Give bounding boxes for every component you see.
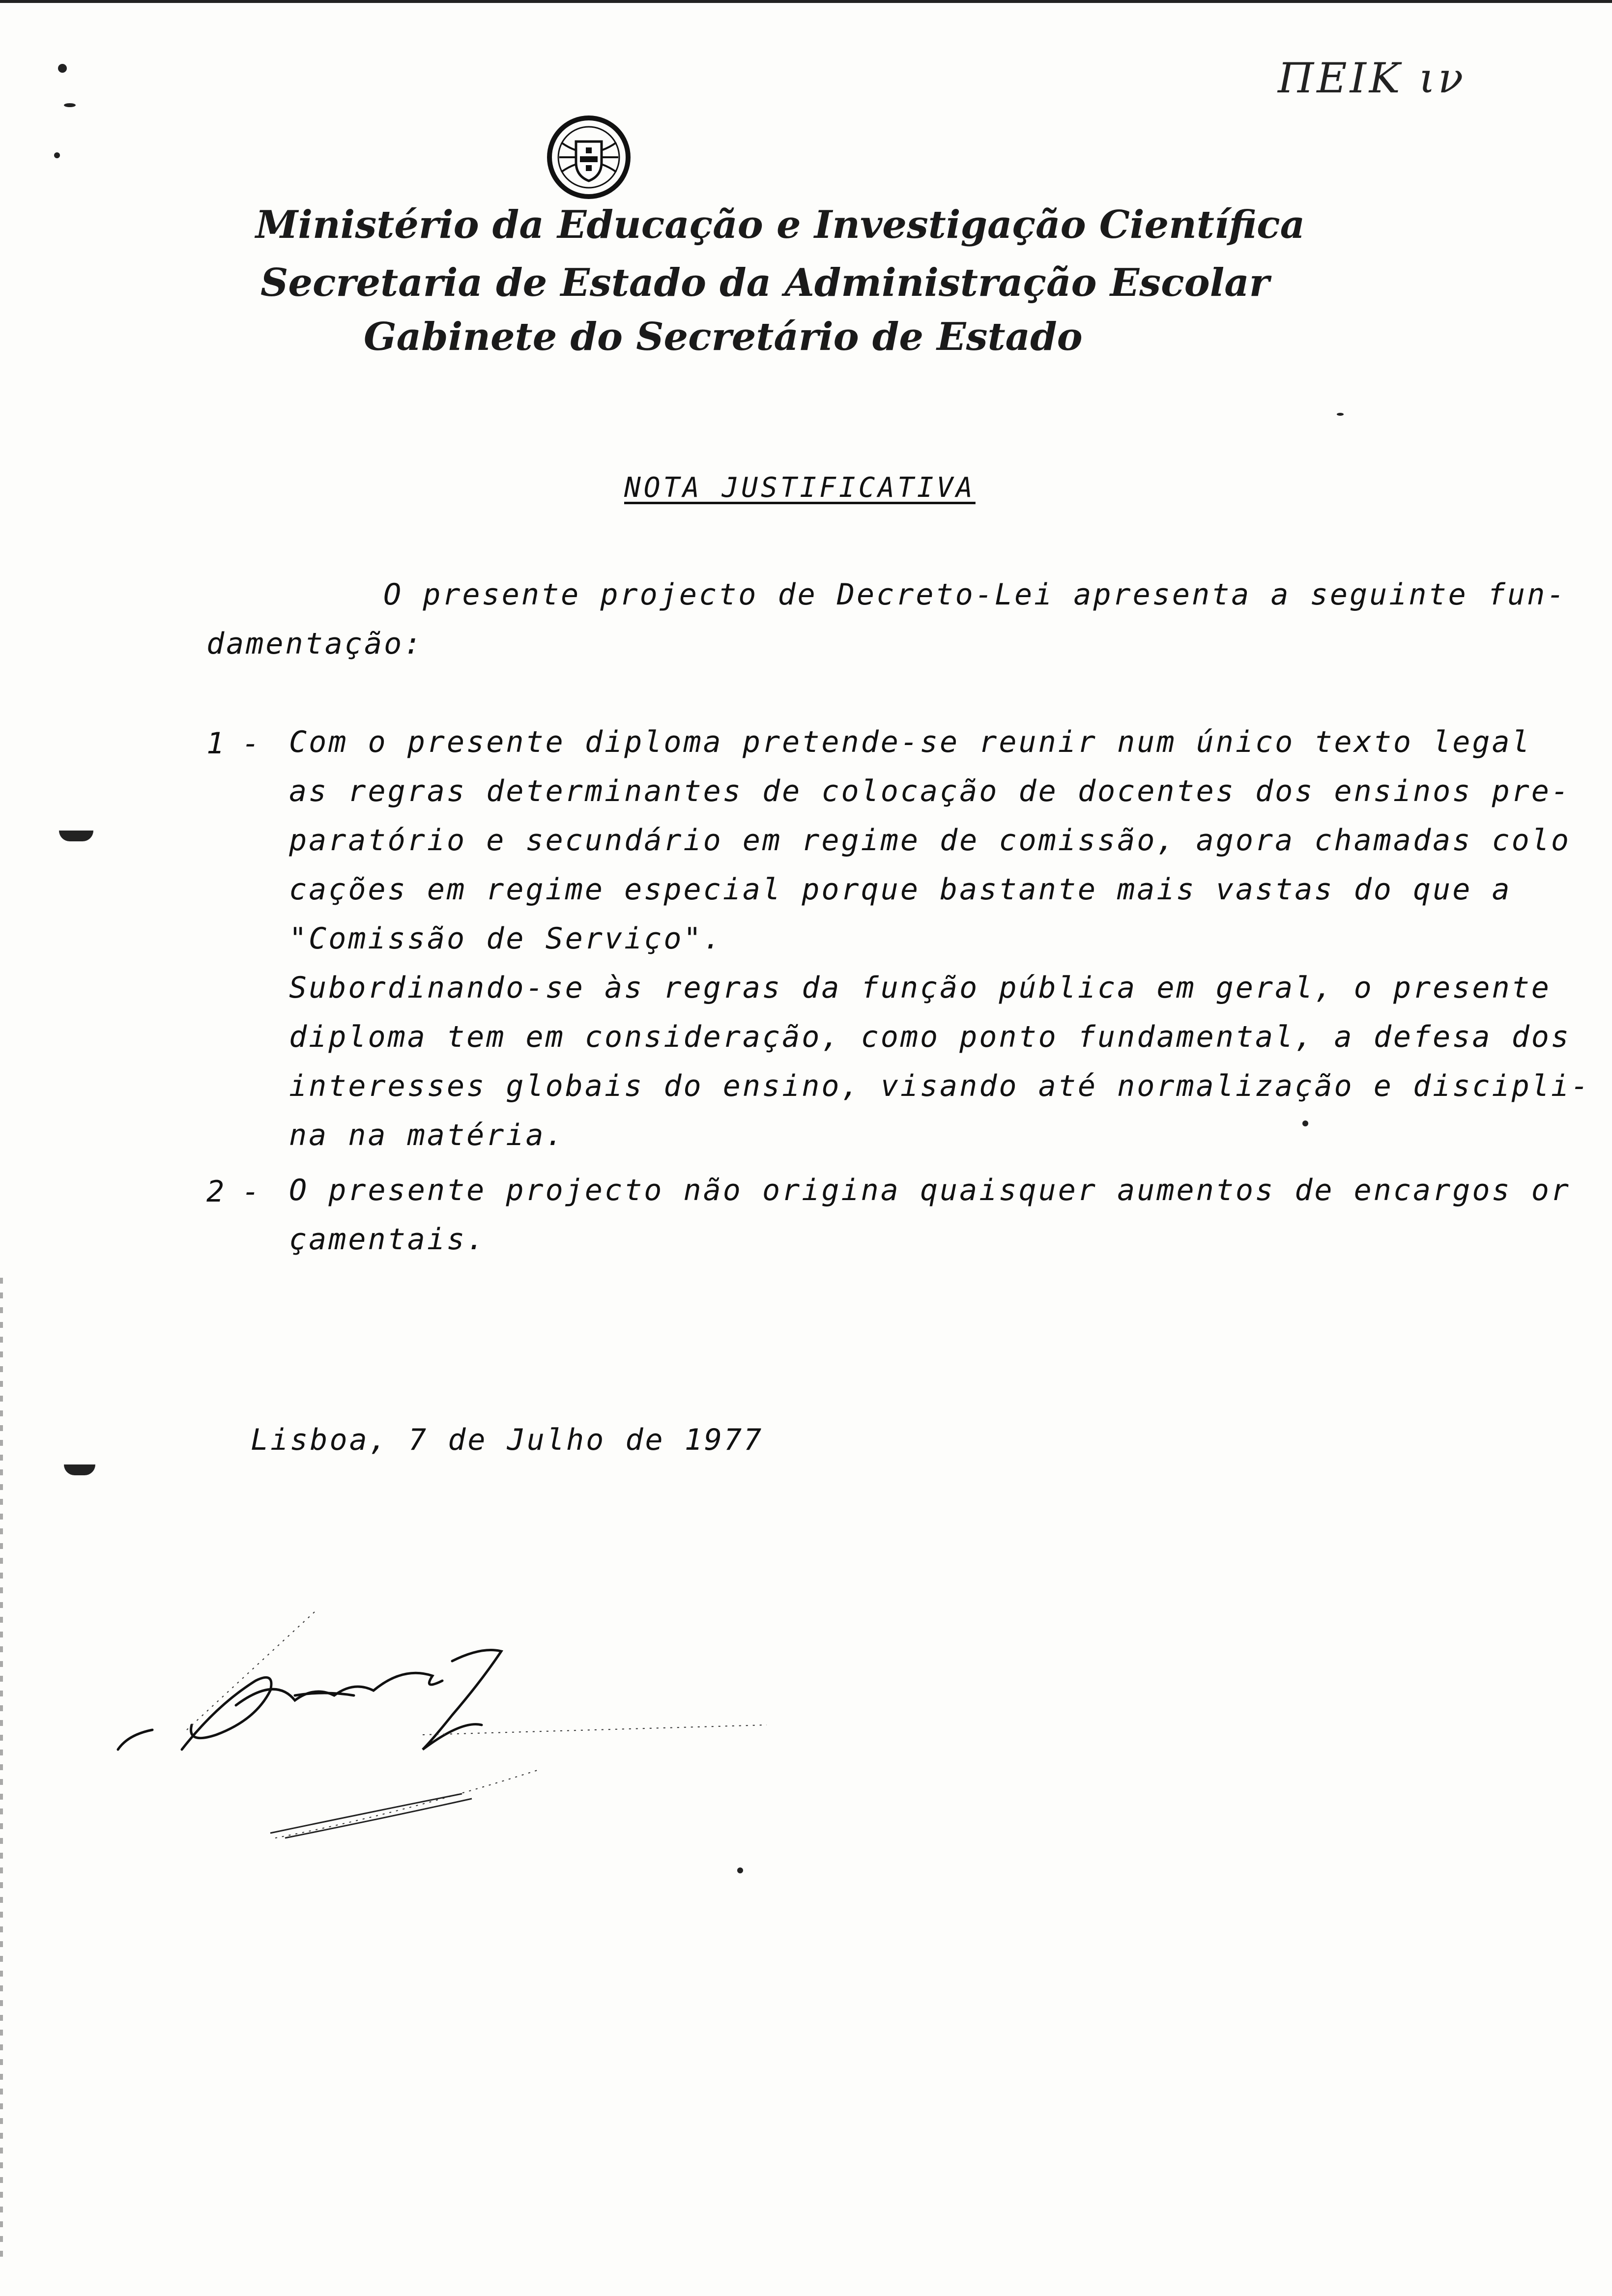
letterhead-cabinet: Gabinete do Secretário de Estado [364,315,1083,359]
item-line: Com o presente diploma pretende-se reunir num único texto legal [289,725,1531,759]
intro-line: damentação: [206,627,424,661]
scan-speck [54,152,60,158]
item-line: interesses globais do ensino, visando até normalização e discipli- [289,1069,1591,1103]
item-line: paratório e secundário em regime de comissão, agora chamadas colo [289,823,1571,858]
item-number: 1 - [206,726,260,761]
item-line: diploma tem em consideração, como ponto fundamental, a defesa dos [289,1020,1571,1054]
place-date: Lisboa, 7 de Julho de 1977 [251,1423,764,1457]
item-line: çamentais. [289,1222,487,1257]
handwritten-reference: ΠΕΙΚ ιν [1278,54,1467,102]
scan-speck [737,1867,743,1873]
scan-speck [64,103,76,107]
item-line: Subordinando-se às regras da função pública em geral, o presente [289,971,1551,1005]
scan-speck [1302,1120,1308,1126]
scan-speck [59,831,93,841]
top-border [0,0,1612,3]
document-title: NOTA JUSTIFICATIVA [624,472,976,504]
item-line: na na matéria. [289,1118,565,1152]
item-line: "Comissão de Serviço". [289,921,723,956]
item-line: as regras determinantes de colocação de docentes dos ensinos pre- [289,774,1571,808]
scan-speck [64,1464,95,1475]
scan-speck [58,64,67,73]
item-line: O presente projecto não origina quaisquer aumentos de encargos or [289,1173,1571,1207]
signature [108,1607,796,1863]
scan-speck [1337,413,1344,416]
coat-of-arms-icon [545,113,633,201]
letterhead-secretariat: Secretaria de Estado da Administração Escolar [260,260,1269,305]
intro-line: O presente projecto de Decreto-Lei apresenta a seguinte fun- [383,577,1567,612]
scan-edge [0,1278,3,2261]
letterhead-ministry: Ministério da Educação e Investigação Científica [256,202,1305,247]
item-number: 2 - [206,1175,260,1209]
item-line: cações em regime especial porque bastante mais vastas do que a [289,872,1512,907]
